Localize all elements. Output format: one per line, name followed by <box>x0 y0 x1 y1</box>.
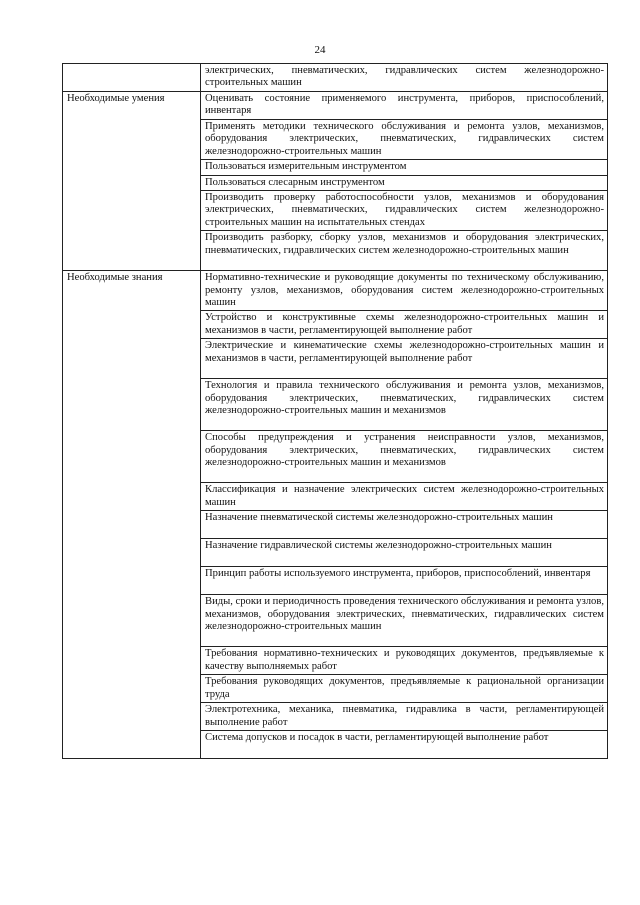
row-text-cell: Производить разборку, сборку узлов, механизмов и оборудования электрических, пневматических, гидравлических систем железнодорожно-строительных машин <box>201 231 608 271</box>
row-text-cell: Электрические и кинематические схемы железнодорожно-строительных машин и механизмов в части, регламентирующей выполнение работ <box>201 339 608 379</box>
row-text-cell: Электротехника, механика, пневматика, гидравлика в части, регламентирующей выполнение работ <box>201 703 608 731</box>
row-text-cell: Нормативно-технические и руководящие документы по техническому обслуживанию, ремонту узлов, механизмов, оборудования систем железнодорожно-строительных машин <box>201 271 608 311</box>
row-text-cell: Оценивать состояние применяемого инструмента, приборов, приспособлений, инвентаря <box>201 92 608 120</box>
knowledge-label-cell: Необходимые знания <box>63 271 201 759</box>
row-text-cell: Назначение гидравлической системы железнодорожно-строительных машин <box>201 539 608 567</box>
row-text-cell: Классификация и назначение электрических систем железнодорожно-строительных машин <box>201 483 608 511</box>
page-number: 24 <box>314 44 326 56</box>
row-text-cell: Пользоваться измерительным инструментом <box>201 160 608 175</box>
competency-table <box>62 63 608 759</box>
row-text-cell: Способы предупреждения и устранения неисправности узлов, механизмов, оборудования электрических, пневматических, гидравлических систем железнодорожно-строительных машин и механизмов <box>201 431 608 483</box>
row-text-cell: Применять методики технического обслуживания и ремонта узлов, механизмов, оборудования электрических, пневматических, гидравлических систем железнодорожно-строительных машин <box>201 120 608 160</box>
table-row <box>63 92 608 120</box>
row-text-cell: Устройство и конструктивные схемы железнодорожно-строительных машин и механизмов в части, регламентирующей выполнение работ <box>201 311 608 339</box>
row-text-cell: Виды, сроки и периодичность проведения технического обслуживания и ремонта узлов, механизмов, оборудования электрических, пневматических, гидравлических систем железнодорожно-строительных машин <box>201 595 608 647</box>
row-text-cell: Принцип работы используемого инструмента, приборов, приспособлений, инвентаря <box>201 567 608 595</box>
row-text-cell: Требования нормативно-технических и руководящих документов, предъявляемые к качеству выполняемых работ <box>201 647 608 675</box>
row-text-cell: Пользоваться слесарным инструментом <box>201 175 608 190</box>
row-text-cell: Технология и правила технического обслуживания и ремонта узлов, механизмов, оборудования электрических, пневматических, гидравлических систем железнодорожно-строительных машин и механизмов <box>201 379 608 431</box>
row-text-cell: Назначение пневматической системы железнодорожно-строительных машин <box>201 511 608 539</box>
row-text-cell: Требования руководящих документов, предъявляемые к рациональной организации труда <box>201 675 608 703</box>
table-row <box>63 64 608 92</box>
row-text-cell: электрических, пневматических, гидравлических систем железнодорожно-строительных машин <box>201 64 608 92</box>
skills-label-cell: Необходимые умения <box>63 92 201 271</box>
table-row <box>63 271 608 311</box>
row-text-cell: Производить проверку работоспособности узлов, механизмов и оборудования электрических, пневматических, гидравлических систем железнодорожно-строительных машин на испытательных стендах <box>201 191 608 231</box>
row-label-cell <box>63 64 201 92</box>
row-text-cell: Система допусков и посадок в части, регламентирующей выполнение работ <box>201 731 608 759</box>
